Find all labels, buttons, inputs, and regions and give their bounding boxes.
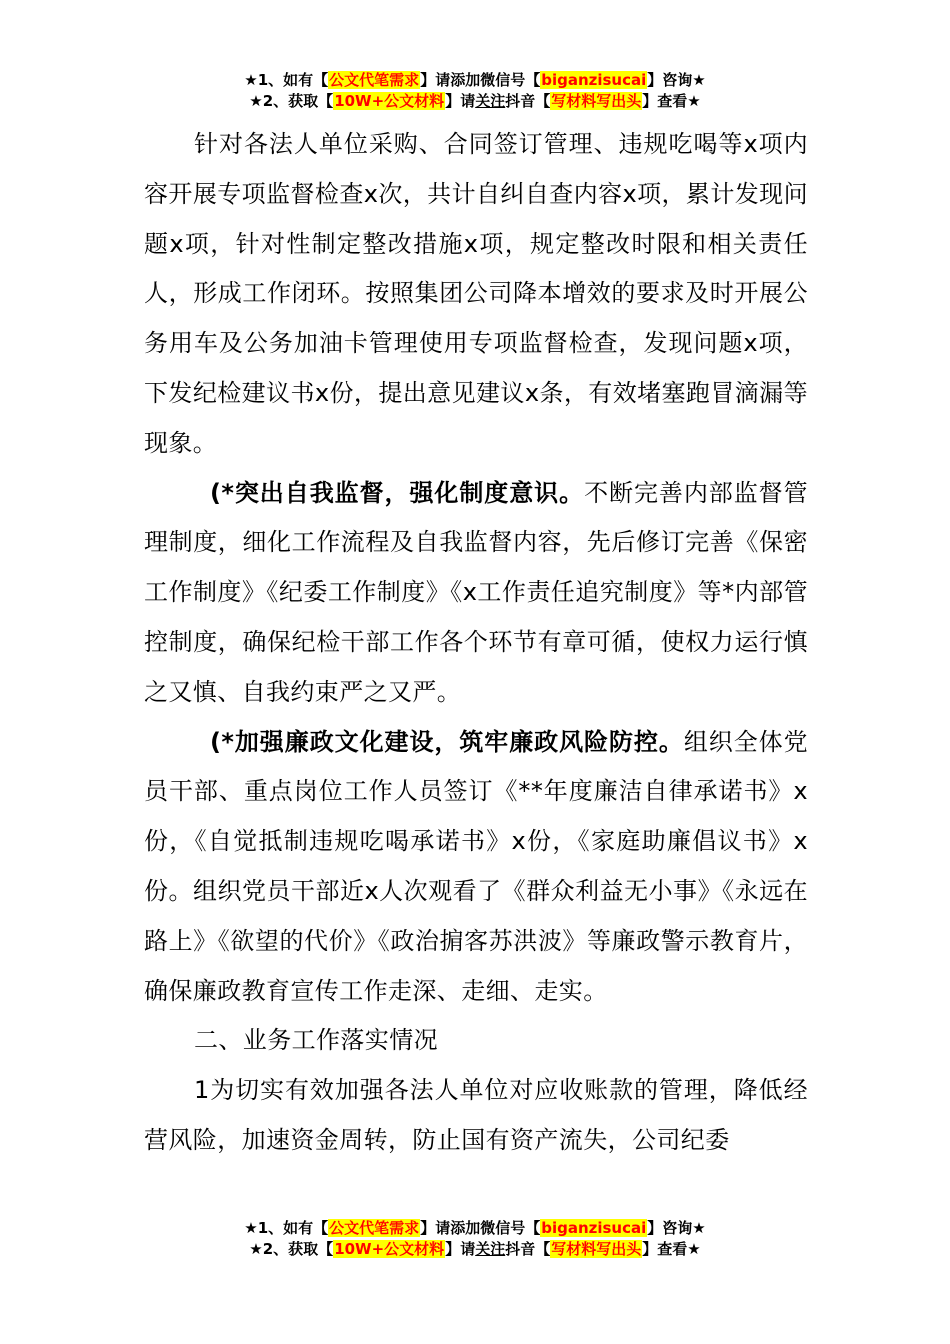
promo-highlight: 10W+公文材料 [334, 1240, 445, 1258]
promo-underlined: 关注 [475, 1240, 506, 1258]
promo-text: ★2、获取【 [249, 1240, 334, 1258]
promo-text: ★1、如有【 [244, 1219, 329, 1237]
paragraph-3 [144, 718, 808, 1017]
wechat-id-highlight: biganzisucai [541, 71, 647, 89]
promo-line-2 [0, 1239, 950, 1260]
promo-text: 】咨询★ [647, 1219, 706, 1237]
document-body [144, 120, 808, 1166]
paragraph-2-heading: (*突出自我监督，强化制度意识。 [210, 478, 585, 507]
promo-text: 】请 [445, 1240, 476, 1258]
promo-text: 】查看★ [642, 1240, 701, 1258]
paragraph-2 [144, 469, 808, 718]
section-heading-2: 二、业务工作落实情况 [194, 1026, 438, 1055]
douyin-id-highlight: 写材料写出头 [551, 92, 642, 110]
paragraph-3-heading: (*加强廉政文化建设，筑牢廉政风险防控。 [210, 727, 684, 756]
header-promo-banner [0, 70, 950, 112]
promo-text: 抖音【 [505, 1240, 551, 1258]
promo-text: 抖音【 [505, 92, 551, 110]
douyin-id-highlight: 写材料写出头 [551, 1240, 642, 1258]
promo-highlight: 公文代笔需求 [329, 1219, 420, 1237]
promo-line-2 [0, 91, 950, 112]
paragraph-2-text: 不断完善内部监督管理制度，细化工作流程及自我监督内容，先后修订完善《保密工作制度》《纪委工作制度》《x工作责任追究制度》等*内部管控制度，确保纪检干部工作各个环节有章可循，使权力运行慎之又慎、自我约束严之又严。 [144, 478, 808, 706]
promo-text: 】咨询★ [647, 71, 706, 89]
promo-text: 】请添加微信号【 [420, 1219, 541, 1237]
promo-line-1 [0, 1218, 950, 1239]
promo-text: ★1、如有【 [244, 71, 329, 89]
promo-text: 】请添加微信号【 [420, 71, 541, 89]
promo-line-1 [0, 70, 950, 91]
paragraph-3-text: 组织全体党员干部、重点岗位工作人员签订《**年度廉洁自律承诺书》x份，《自觉抵制违规吃喝承诺书》x份，《家庭助廉倡议书》x份。组织党员干部近x人次观看了《群众利益无小事》《永远在路上》《欲望的代价》《政治掮客苏洪波》等廉政警示教育片，确保廉政教育宣传工作走深、走细、走实。 [144, 727, 808, 1005]
promo-text: 】查看★ [642, 92, 701, 110]
promo-highlight: 公文代笔需求 [329, 71, 420, 89]
promo-underlined: 关注 [475, 92, 506, 110]
footer-promo-banner [0, 1218, 950, 1260]
promo-highlight: 10W+公文材料 [334, 92, 445, 110]
paragraph-1: 针对各法人单位采购、合同签订管理、违规吃喝等x项内容开展专项监督检查x次，共计自纠自查内容x项，累计发现问题x项，针对性制定整改措施x项，规定整改时限和相关责任人，形成工作闭环。按照集团公司降本增效的要求及时开展公务用车及公务加油卡管理使用专项监督检查，发现问题x项，下发纪检建议书x份，提出意见建议x条，有效堵塞跑冒滴漏等现象。 [144, 130, 808, 457]
promo-text: 】请 [445, 92, 476, 110]
promo-text: ★2、获取【 [249, 92, 334, 110]
paragraph-4: 1为切实有效加强各法人单位对应收账款的管理，降低经营风险，加速资金周转，防止国有资产流失，公司纪委 [144, 1076, 808, 1154]
wechat-id-highlight: biganzisucai [541, 1219, 647, 1237]
